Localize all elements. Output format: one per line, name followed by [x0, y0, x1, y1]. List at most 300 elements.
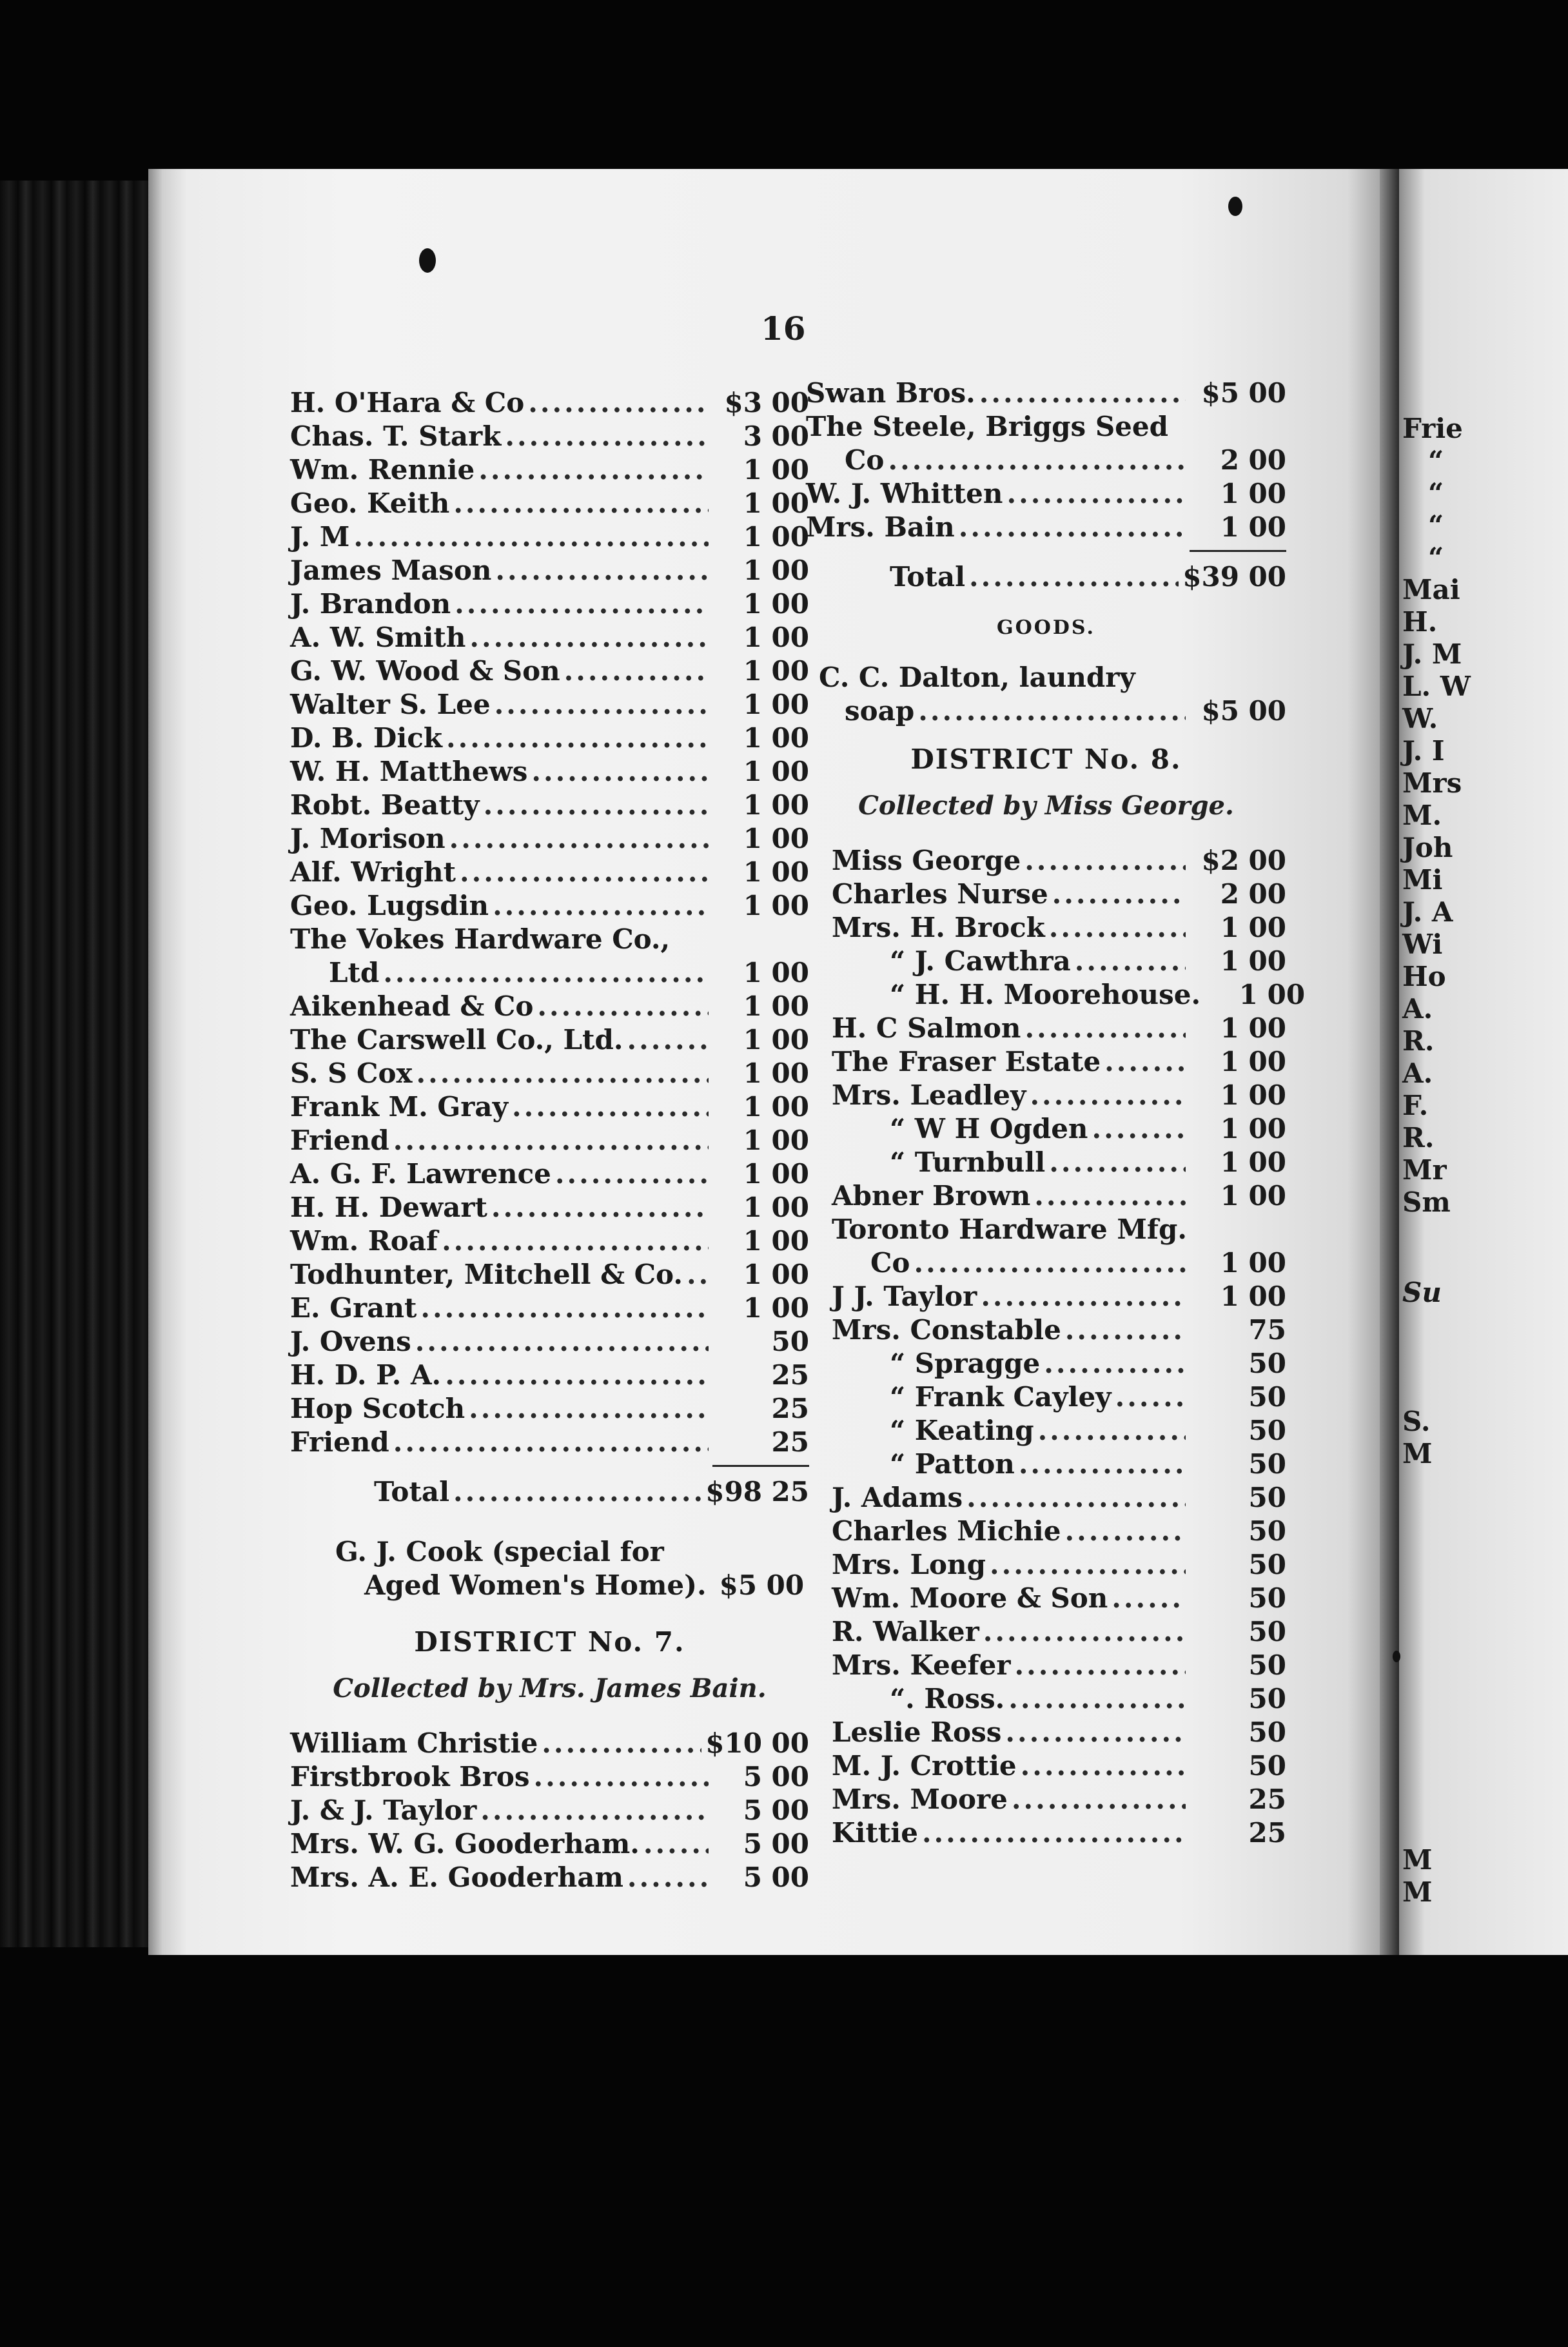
leader-dots — [495, 689, 709, 720]
leader-dots — [1006, 478, 1186, 509]
leader-dots — [1044, 1348, 1186, 1379]
leader-dots — [415, 1326, 709, 1357]
facing-page-text: R. — [1402, 1025, 1435, 1057]
entry-name: W. H. Matthews — [290, 756, 528, 787]
facing-page-text: M — [1402, 1438, 1433, 1469]
entry-amount: 1 00 — [743, 1158, 809, 1190]
leader-dots — [1021, 1750, 1186, 1782]
entry-name: G. W. Wood & Son — [290, 655, 560, 687]
entry-amount: $5 00 — [1201, 695, 1286, 727]
goods-heading: GOODS. — [997, 616, 1095, 639]
entry-name: Hop Scotch — [290, 1393, 466, 1424]
facing-page-text: M. — [1402, 800, 1442, 831]
leader-dots — [383, 957, 709, 988]
entry-amount: 5 00 — [743, 1761, 809, 1792]
list-item — [290, 655, 809, 689]
facing-page-text: F. — [1402, 1090, 1429, 1121]
entry-amount: 50 — [1248, 1616, 1286, 1647]
entry-amount: 1 00 — [1220, 1046, 1286, 1077]
list-item — [290, 1426, 809, 1460]
entry-name: Mrs. H. Brock — [832, 912, 1045, 943]
list-item — [290, 387, 809, 420]
list-item — [832, 1515, 1286, 1549]
entry-name: The Steele, Briggs Seed — [806, 411, 1168, 442]
leader-dots — [453, 487, 709, 519]
entry-name: C. C. Dalton, laundry — [819, 662, 1135, 693]
list-item — [290, 1259, 809, 1292]
entry-amount: 1 00 — [743, 823, 809, 854]
left-column — [290, 387, 809, 1895]
leader-dots — [983, 1616, 1186, 1647]
list-item — [290, 454, 809, 487]
entry-amount: 1 00 — [743, 1292, 809, 1324]
entry-amount: 1 00 — [743, 1124, 809, 1156]
facing-page-text: “ — [1428, 509, 1444, 541]
leader-dots — [1065, 1314, 1186, 1346]
total-rule — [712, 1465, 809, 1467]
facing-page-text: Sm — [1402, 1186, 1451, 1218]
entry-amount: 1 00 — [1220, 1012, 1286, 1044]
leader-dots — [493, 890, 709, 921]
list-item — [290, 923, 809, 957]
list-item — [290, 1828, 809, 1861]
leader-dots — [966, 1482, 1186, 1513]
entry-amount: 1 00 — [1220, 1180, 1286, 1212]
entry-amount: 25 — [771, 1426, 809, 1458]
list-item — [832, 1381, 1286, 1415]
entry-name: H. O'Hara & Co — [290, 387, 525, 418]
entry-name: M. J. Crottie — [832, 1750, 1017, 1782]
entry-name: Alf. Wright — [290, 856, 456, 888]
entry-name: A. W. Smith — [290, 622, 466, 653]
entry-name: Firstbrook Bros — [290, 1761, 530, 1792]
entry-name: H. C Salmon — [832, 1012, 1021, 1044]
note-line: G. J. Cook (special for — [335, 1536, 664, 1567]
leader-dots — [888, 444, 1186, 476]
entry-name: soap — [845, 695, 915, 727]
entry-name: J J. Taylor — [832, 1281, 977, 1312]
leader-dots — [453, 1476, 701, 1507]
leader-dots — [537, 990, 709, 1022]
facing-page-text: Su — [1402, 1277, 1442, 1308]
entry-name: Geo. Keith — [290, 487, 450, 519]
entry-name: Mrs. Bain — [806, 511, 955, 543]
entry-amount: 50 — [1248, 1482, 1286, 1513]
entry-name: A. G. F. Lawrence — [290, 1158, 551, 1190]
entry-amount: 1 00 — [743, 1057, 809, 1089]
facing-page-text: W. — [1402, 703, 1438, 734]
entry-name: J. Adams — [832, 1482, 963, 1513]
entry-name: “ Spragge — [890, 1348, 1041, 1379]
district-heading: DISTRICT No. 8. — [910, 743, 1182, 775]
entry-amount: 1 00 — [743, 454, 809, 486]
leader-dots — [643, 1828, 709, 1860]
facing-page-text: “ — [1428, 542, 1444, 573]
entry-name: Mrs. Keefer — [832, 1649, 1011, 1681]
entry-amount: 2 00 — [1220, 444, 1286, 476]
list-item — [290, 1761, 809, 1794]
entry-name: D. B. Dick — [290, 722, 442, 754]
leader-dots — [542, 1727, 701, 1759]
special-donation-note — [290, 1535, 809, 1602]
leader-dots — [478, 454, 709, 486]
ink-speck — [1393, 1651, 1400, 1662]
entry-amount: $3 00 — [724, 387, 809, 418]
entry-amount: 50 — [1248, 1649, 1286, 1681]
entry-name: Co — [845, 444, 885, 476]
entry-amount: 1 00 — [743, 990, 809, 1022]
list-item — [290, 722, 809, 756]
list-item — [832, 1783, 1286, 1817]
ink-speck — [419, 248, 436, 273]
list-item — [290, 420, 809, 454]
collector-line: Collected by Mrs. James Bain. — [333, 1673, 767, 1704]
entry-amount: 50 — [1248, 1448, 1286, 1480]
collector-line: Collected by Miss George. — [858, 791, 1234, 821]
entry-amount: 1 00 — [743, 1024, 809, 1056]
list-item — [832, 878, 1286, 912]
list-item — [832, 1281, 1286, 1314]
entry-amount: 50 — [1248, 1582, 1286, 1614]
entry-name: Friend — [290, 1426, 389, 1458]
leader-dots — [1030, 1079, 1186, 1111]
entry-name: Charles Nurse — [832, 878, 1048, 910]
facing-page-text: R. — [1402, 1122, 1435, 1154]
entry-name: The Vokes Hardware Co., — [290, 923, 671, 955]
entry-name: Swan Bros. — [806, 377, 975, 409]
list-item — [832, 1482, 1286, 1515]
entry-name: W. J. Whitten — [806, 478, 1003, 509]
leader-dots — [484, 789, 709, 821]
leader-dots — [420, 1292, 709, 1324]
leader-dots — [918, 695, 1186, 727]
entry-name: Mrs. Moore — [832, 1783, 1008, 1815]
entry-amount: 50 — [1248, 1750, 1286, 1782]
entry-name: Wm. Rennie — [290, 454, 475, 486]
entry-name: Robt. Beatty — [290, 789, 480, 821]
entry-name: Leslie Ross — [832, 1716, 1002, 1748]
entry-amount: 50 — [1248, 1549, 1286, 1580]
list-item — [832, 1113, 1286, 1146]
entry-name: Wm. Roaf — [290, 1225, 438, 1257]
list-item — [832, 1683, 1286, 1716]
leader-dots — [1052, 878, 1186, 910]
entry-amount: 1 00 — [743, 1225, 809, 1257]
leader-dots — [1038, 1415, 1186, 1446]
list-item — [832, 1079, 1286, 1113]
leader-dots — [445, 1359, 709, 1391]
entry-amount: 25 — [1248, 1817, 1286, 1849]
leader-dots — [1024, 845, 1186, 876]
entry-name: Todhunter, Mitchell & Co. — [290, 1259, 683, 1290]
leader-dots — [449, 823, 709, 854]
facing-page-text: Mr — [1402, 1154, 1447, 1186]
entry-amount: 1 00 — [743, 487, 809, 519]
leader-dots — [1005, 1716, 1186, 1748]
page-gutter — [1380, 169, 1399, 1955]
leader-dots — [1049, 912, 1186, 943]
list-item — [290, 555, 809, 588]
entry-amount: 5 00 — [743, 1828, 809, 1860]
leader-dots — [416, 1057, 709, 1089]
facing-page-text: Frie — [1402, 413, 1463, 444]
leader-dots — [1012, 1783, 1186, 1815]
facing-page-text: S. — [1402, 1406, 1431, 1437]
leader-dots — [555, 1158, 709, 1190]
leader-dots — [687, 1259, 709, 1290]
list-item — [290, 756, 809, 789]
district7-entries-list — [290, 1727, 809, 1895]
entry-amount: 5 00 — [743, 1861, 809, 1893]
entry-amount: 1 00 — [743, 957, 809, 988]
total-amount: $39 00 — [1182, 561, 1286, 593]
facing-page-text: M — [1402, 1876, 1433, 1908]
entry-amount: 75 — [1248, 1314, 1286, 1346]
leader-dots — [959, 511, 1186, 543]
entry-amount: 50 — [1248, 1415, 1286, 1446]
entry-name: William Christie — [290, 1727, 538, 1759]
leader-dots — [1064, 1515, 1186, 1547]
list-item — [806, 411, 1286, 444]
leader-dots — [1049, 1146, 1186, 1178]
list-item — [832, 945, 1286, 979]
entry-amount: 50 — [1248, 1683, 1286, 1714]
entry-name: Mrs. Leadley — [832, 1079, 1026, 1111]
list-item — [832, 1415, 1286, 1448]
leader-dots — [531, 756, 709, 787]
list-item — [832, 1046, 1286, 1079]
list-item — [290, 487, 809, 521]
entry-amount: 1 00 — [743, 722, 809, 754]
list-item — [806, 511, 1286, 545]
entry-name: “ Turnbull — [890, 1146, 1046, 1178]
list-item — [832, 979, 1306, 1012]
entry-name: “ Frank Cayley — [890, 1381, 1112, 1413]
leader-dots — [455, 588, 709, 620]
list-item — [290, 890, 809, 923]
entry-name: J. & J. Taylor — [290, 1794, 477, 1826]
leader-dots — [1092, 1113, 1186, 1144]
entry-name: J. M — [290, 521, 350, 553]
list-item — [290, 823, 809, 856]
list-item — [806, 478, 1286, 511]
entry-amount: 1 00 — [743, 521, 809, 553]
left-entries-list-2 — [290, 990, 809, 1460]
leader-dots — [393, 1426, 709, 1458]
entry-amount: 1 00 — [743, 555, 809, 586]
entry-amount: 1 00 — [743, 856, 809, 888]
entry-amount: 1 00 — [743, 890, 809, 921]
leader-dots — [469, 1393, 709, 1424]
entry-name: Mrs. Long — [832, 1549, 986, 1580]
entry-amount: 3 00 — [743, 420, 809, 452]
list-item — [832, 1012, 1286, 1046]
entry-name: “. Ross. — [890, 1683, 1005, 1714]
list-item — [832, 1180, 1286, 1213]
leader-dots — [480, 1794, 709, 1826]
total-row — [290, 1476, 809, 1509]
entry-amount: 1 00 — [743, 655, 809, 687]
leader-dots — [564, 655, 709, 687]
entry-name: H. H. Dewart — [290, 1192, 487, 1223]
entry-amount: 1 00 — [743, 789, 809, 821]
entry-name: “ Keating — [890, 1415, 1034, 1446]
ink-speck — [1228, 197, 1242, 216]
entry-amount: 1 00 — [743, 1192, 809, 1223]
facing-page-text: “ — [1428, 445, 1444, 476]
entry-name: Frank M. Gray — [290, 1091, 509, 1123]
entry-name: J. Brandon — [290, 588, 451, 620]
leader-dots — [495, 555, 709, 586]
total-row — [806, 561, 1286, 594]
entry-name: Abner Brown — [832, 1180, 1031, 1212]
total-label: Total — [374, 1476, 450, 1507]
entry-amount: 50 — [771, 1326, 809, 1357]
district8-entries-list — [806, 845, 1306, 1213]
entry-name: Walter S. Lee — [290, 689, 491, 720]
list-item — [832, 1146, 1286, 1180]
entry-name: Toronto Hardware Mfg. — [832, 1213, 1187, 1245]
leader-dots — [446, 722, 709, 754]
entry-amount: 1 00 — [1220, 1281, 1286, 1312]
leader-dots — [505, 420, 709, 452]
list-item — [806, 1247, 1286, 1281]
leader-dots — [528, 387, 709, 418]
note-line: Aged Women's Home). — [364, 1569, 707, 1601]
entry-name: Kittie — [832, 1817, 918, 1849]
list-item — [832, 1649, 1286, 1683]
note-amount: $5 00 — [719, 1569, 805, 1601]
entry-name: R. Walker — [832, 1616, 979, 1647]
list-item — [806, 695, 1286, 729]
entry-name: Miss George — [832, 845, 1021, 876]
facing-page-text: Ho — [1402, 961, 1446, 992]
entry-name: Geo. Lugsdin — [290, 890, 489, 921]
facing-page-text: Mrs — [1402, 767, 1462, 799]
list-item — [832, 845, 1286, 878]
entry-amount: 1 00 — [743, 689, 809, 720]
leader-dots — [353, 521, 709, 553]
facing-page-text: “ — [1428, 477, 1444, 509]
entry-name: Chas. T. Stark — [290, 420, 502, 452]
list-item — [290, 1124, 809, 1158]
entry-name: Aikenhead & Co — [290, 990, 534, 1022]
entry-amount: 1 00 — [1220, 1113, 1286, 1144]
total-label: Total — [890, 561, 966, 593]
entry-amount: 50 — [1248, 1515, 1286, 1547]
entry-name: Friend — [290, 1124, 389, 1156]
facing-page-text: J. M — [1402, 638, 1462, 670]
entry-amount: 1 00 — [1220, 945, 1286, 977]
facing-page-text: H. — [1402, 606, 1438, 638]
entry-amount: 25 — [771, 1393, 809, 1424]
list-item — [832, 1582, 1286, 1616]
list-item — [806, 444, 1286, 478]
entry-amount: 2 00 — [1220, 878, 1286, 910]
entry-name: S. S Cox — [290, 1057, 413, 1089]
list-item — [290, 588, 809, 622]
list-item — [290, 1091, 809, 1124]
entry-name: James Mason — [290, 555, 492, 586]
entry-name: “ W H Ogden — [890, 1113, 1088, 1144]
entry-name: Mrs. W. G. Gooderham. — [290, 1828, 640, 1860]
entry-amount: 1 00 — [1220, 511, 1286, 543]
leader-dots — [979, 377, 1186, 409]
entry-name: Mrs. Constable — [832, 1314, 1061, 1346]
entry-amount: $2 00 — [1201, 845, 1286, 876]
list-item — [806, 377, 1286, 411]
facing-page-text: A. — [1402, 1057, 1433, 1089]
leader-dots — [1104, 1046, 1186, 1077]
leader-dots — [533, 1761, 709, 1792]
leader-dots — [460, 856, 709, 888]
entry-name: The Fraser Estate — [832, 1046, 1101, 1077]
leader-dots — [469, 622, 709, 653]
entry-amount: $10 00 — [705, 1727, 809, 1759]
entry-name: “ J. Cawthra — [890, 945, 1071, 977]
list-item — [290, 1192, 809, 1225]
leader-dots — [990, 1549, 1186, 1580]
leader-dots — [1019, 1448, 1186, 1480]
list-item — [290, 1861, 809, 1895]
total-amount: $98 25 — [705, 1476, 809, 1507]
list-item — [290, 789, 809, 823]
list-item — [290, 1359, 809, 1393]
list-item — [832, 912, 1286, 945]
leader-dots — [922, 1817, 1186, 1849]
entry-name: The Carswell Co., Ltd. — [290, 1024, 623, 1056]
facing-page-text: M — [1402, 1844, 1433, 1876]
list-item — [290, 1727, 809, 1761]
district8-entries-list-2 — [806, 1281, 1286, 1851]
total-rule — [1190, 550, 1286, 552]
leader-dots — [1115, 1381, 1186, 1413]
list-item — [806, 1213, 1286, 1247]
entry-amount: 25 — [771, 1359, 809, 1391]
book-binding — [0, 181, 148, 1947]
entry-amount: 1 00 — [743, 756, 809, 787]
leader-dots — [1024, 1012, 1186, 1044]
entry-amount: 1 00 — [1220, 1079, 1286, 1111]
facing-page-text: Wi — [1402, 928, 1443, 960]
entry-name: J. Ovens — [290, 1326, 411, 1357]
left-entries-list — [290, 387, 809, 923]
facing-page-text: L. W — [1402, 671, 1471, 702]
entry-name: Wm. Moore & Son — [832, 1582, 1108, 1614]
list-item — [290, 990, 809, 1024]
list-item — [290, 1158, 809, 1192]
leader-dots — [1034, 1180, 1186, 1212]
list-item — [832, 1314, 1286, 1348]
list-item — [832, 1448, 1286, 1482]
list-item — [290, 1292, 809, 1326]
facing-page-text: J. A — [1402, 896, 1453, 928]
entry-name: “ H. H. Moorehouse. — [890, 979, 1201, 1010]
list-item — [832, 1549, 1286, 1582]
entry-name: Charles Michie — [832, 1515, 1061, 1547]
list-item — [290, 1057, 809, 1091]
list-item — [290, 521, 809, 555]
entry-amount: 1 00 — [743, 622, 809, 653]
list-item — [290, 1326, 809, 1359]
entry-amount: 1 00 — [1239, 979, 1306, 1010]
entry-name: Co — [870, 1247, 910, 1279]
list-item — [290, 689, 809, 722]
entry-name: “ Patton — [890, 1448, 1015, 1480]
leader-dots — [442, 1225, 709, 1257]
entry-amount: 1 00 — [1220, 478, 1286, 509]
entry-amount: 1 00 — [1220, 912, 1286, 943]
